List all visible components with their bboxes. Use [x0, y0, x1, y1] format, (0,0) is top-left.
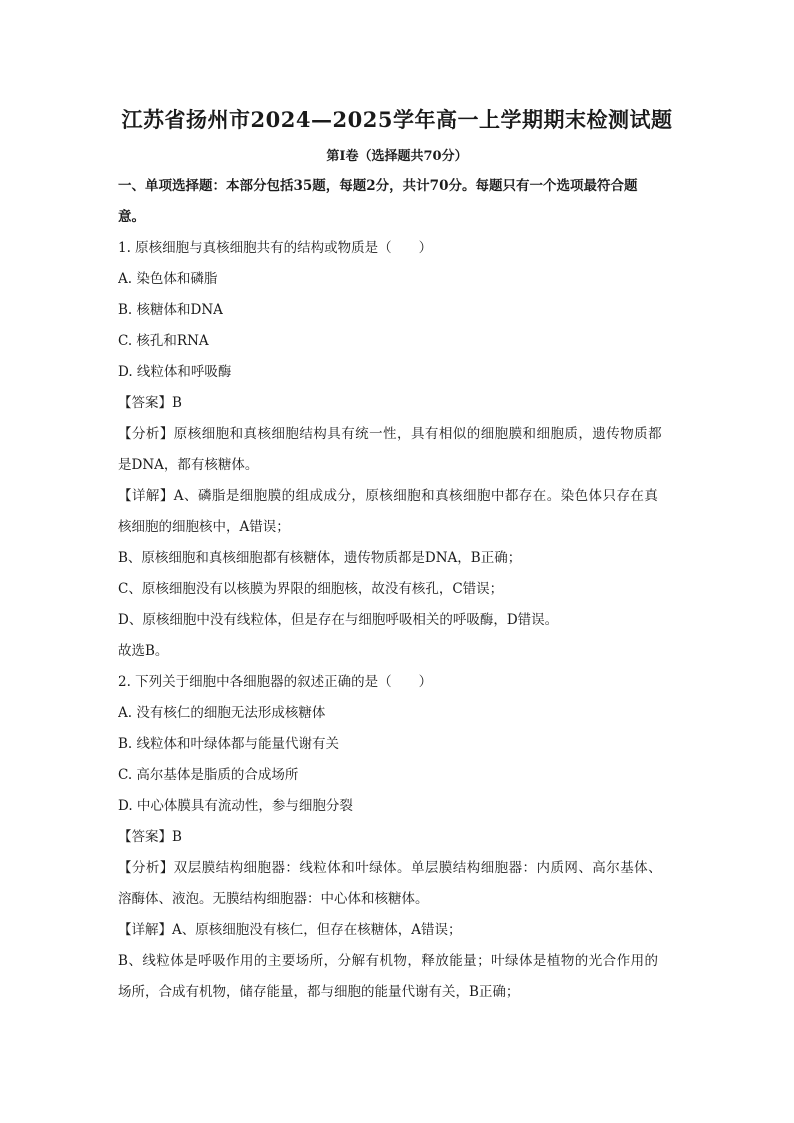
section-heading-line-1: 一、单项选择题：本部分包括35题，每题2分，共计70分。每题只有一个选项最符合题: [118, 178, 638, 194]
answer: 【答案】B: [118, 395, 182, 411]
analysis-line-1: 【分析】原核细胞和真核细胞结构具有统一性，具有相似的细胞膜和细胞质，遗传物质都: [118, 426, 663, 442]
option-b: B. 线粒体和叶绿体都与能量代谢有关: [118, 736, 340, 752]
document-subtitle: 第I卷（选择题共70分）: [326, 149, 468, 164]
option-d: D. 线粒体和呼吸酶: [118, 364, 232, 380]
document-body: [118, 171, 674, 1008]
explanation-line-3: 场所，合成有机物，储存能量，都与细胞的能量代谢有关，B正确；: [118, 984, 520, 1000]
answer: 【答案】B: [118, 829, 182, 845]
option-d: D. 中心体膜具有流动性，参与细胞分裂: [118, 798, 353, 814]
explanation-line-2: B、线粒体是呼吸作用的主要场所，分解有机物，释放能量；叶绿体是植物的光合作用的: [118, 953, 659, 969]
explanation-line-5: D、原核细胞中没有线粒体，但是存在与细胞呼吸相关的呼吸酶，D错误。: [118, 612, 559, 628]
explanation-line-1: 【详解】A、原核细胞没有核仁，但存在核糖体，A错误；: [118, 922, 462, 938]
explanation-line-2: 核细胞的细胞核中，A错误；: [118, 519, 290, 535]
option-c: C. 核孔和RNA: [118, 333, 209, 349]
analysis-line-2: 溶酶体、液泡。无膜结构细胞器：中心体和核糖体。: [118, 891, 429, 907]
question-stem: 2. 下列关于细胞中各细胞器的叙述正确的是（ ）: [118, 674, 433, 690]
option-a: A. 没有核仁的细胞无法形成核糖体: [118, 705, 326, 721]
option-b: B. 核糖体和DNA: [118, 302, 223, 318]
document-title: 江苏省扬州市2024—2025学年高一上学期期末检测试题: [121, 107, 673, 132]
analysis-line-2: 是DNA，都有核糖体。: [118, 457, 259, 473]
question-stem: 1. 原核细胞与真核细胞共有的结构或物质是（ ）: [118, 240, 433, 256]
explanation-line-4: C、原核细胞没有以核膜为界限的细胞核，故没有核孔，C错误；: [118, 581, 504, 597]
explanation-line-3: B、原核细胞和真核细胞都有核糖体，遗传物质都是DNA，B正确；: [118, 550, 522, 566]
analysis-line-1: 【分析】双层膜结构细胞器：线粒体和叶绿体。单层膜结构细胞器：内质网、高尔基体、: [118, 860, 663, 876]
option-a: A. 染色体和磷脂: [118, 271, 218, 287]
option-c: C. 高尔基体是脂质的合成场所: [118, 767, 299, 783]
question-2: [118, 667, 674, 1008]
section-heading-line-2: 意。: [118, 209, 145, 225]
question-1: [118, 233, 674, 667]
explanation-line-1: 【详解】A、磷脂是细胞膜的组成成分，原核细胞和真核细胞中都存在。染色体只存在真: [118, 488, 659, 504]
explanation-line-6: 故选B。: [118, 643, 169, 659]
